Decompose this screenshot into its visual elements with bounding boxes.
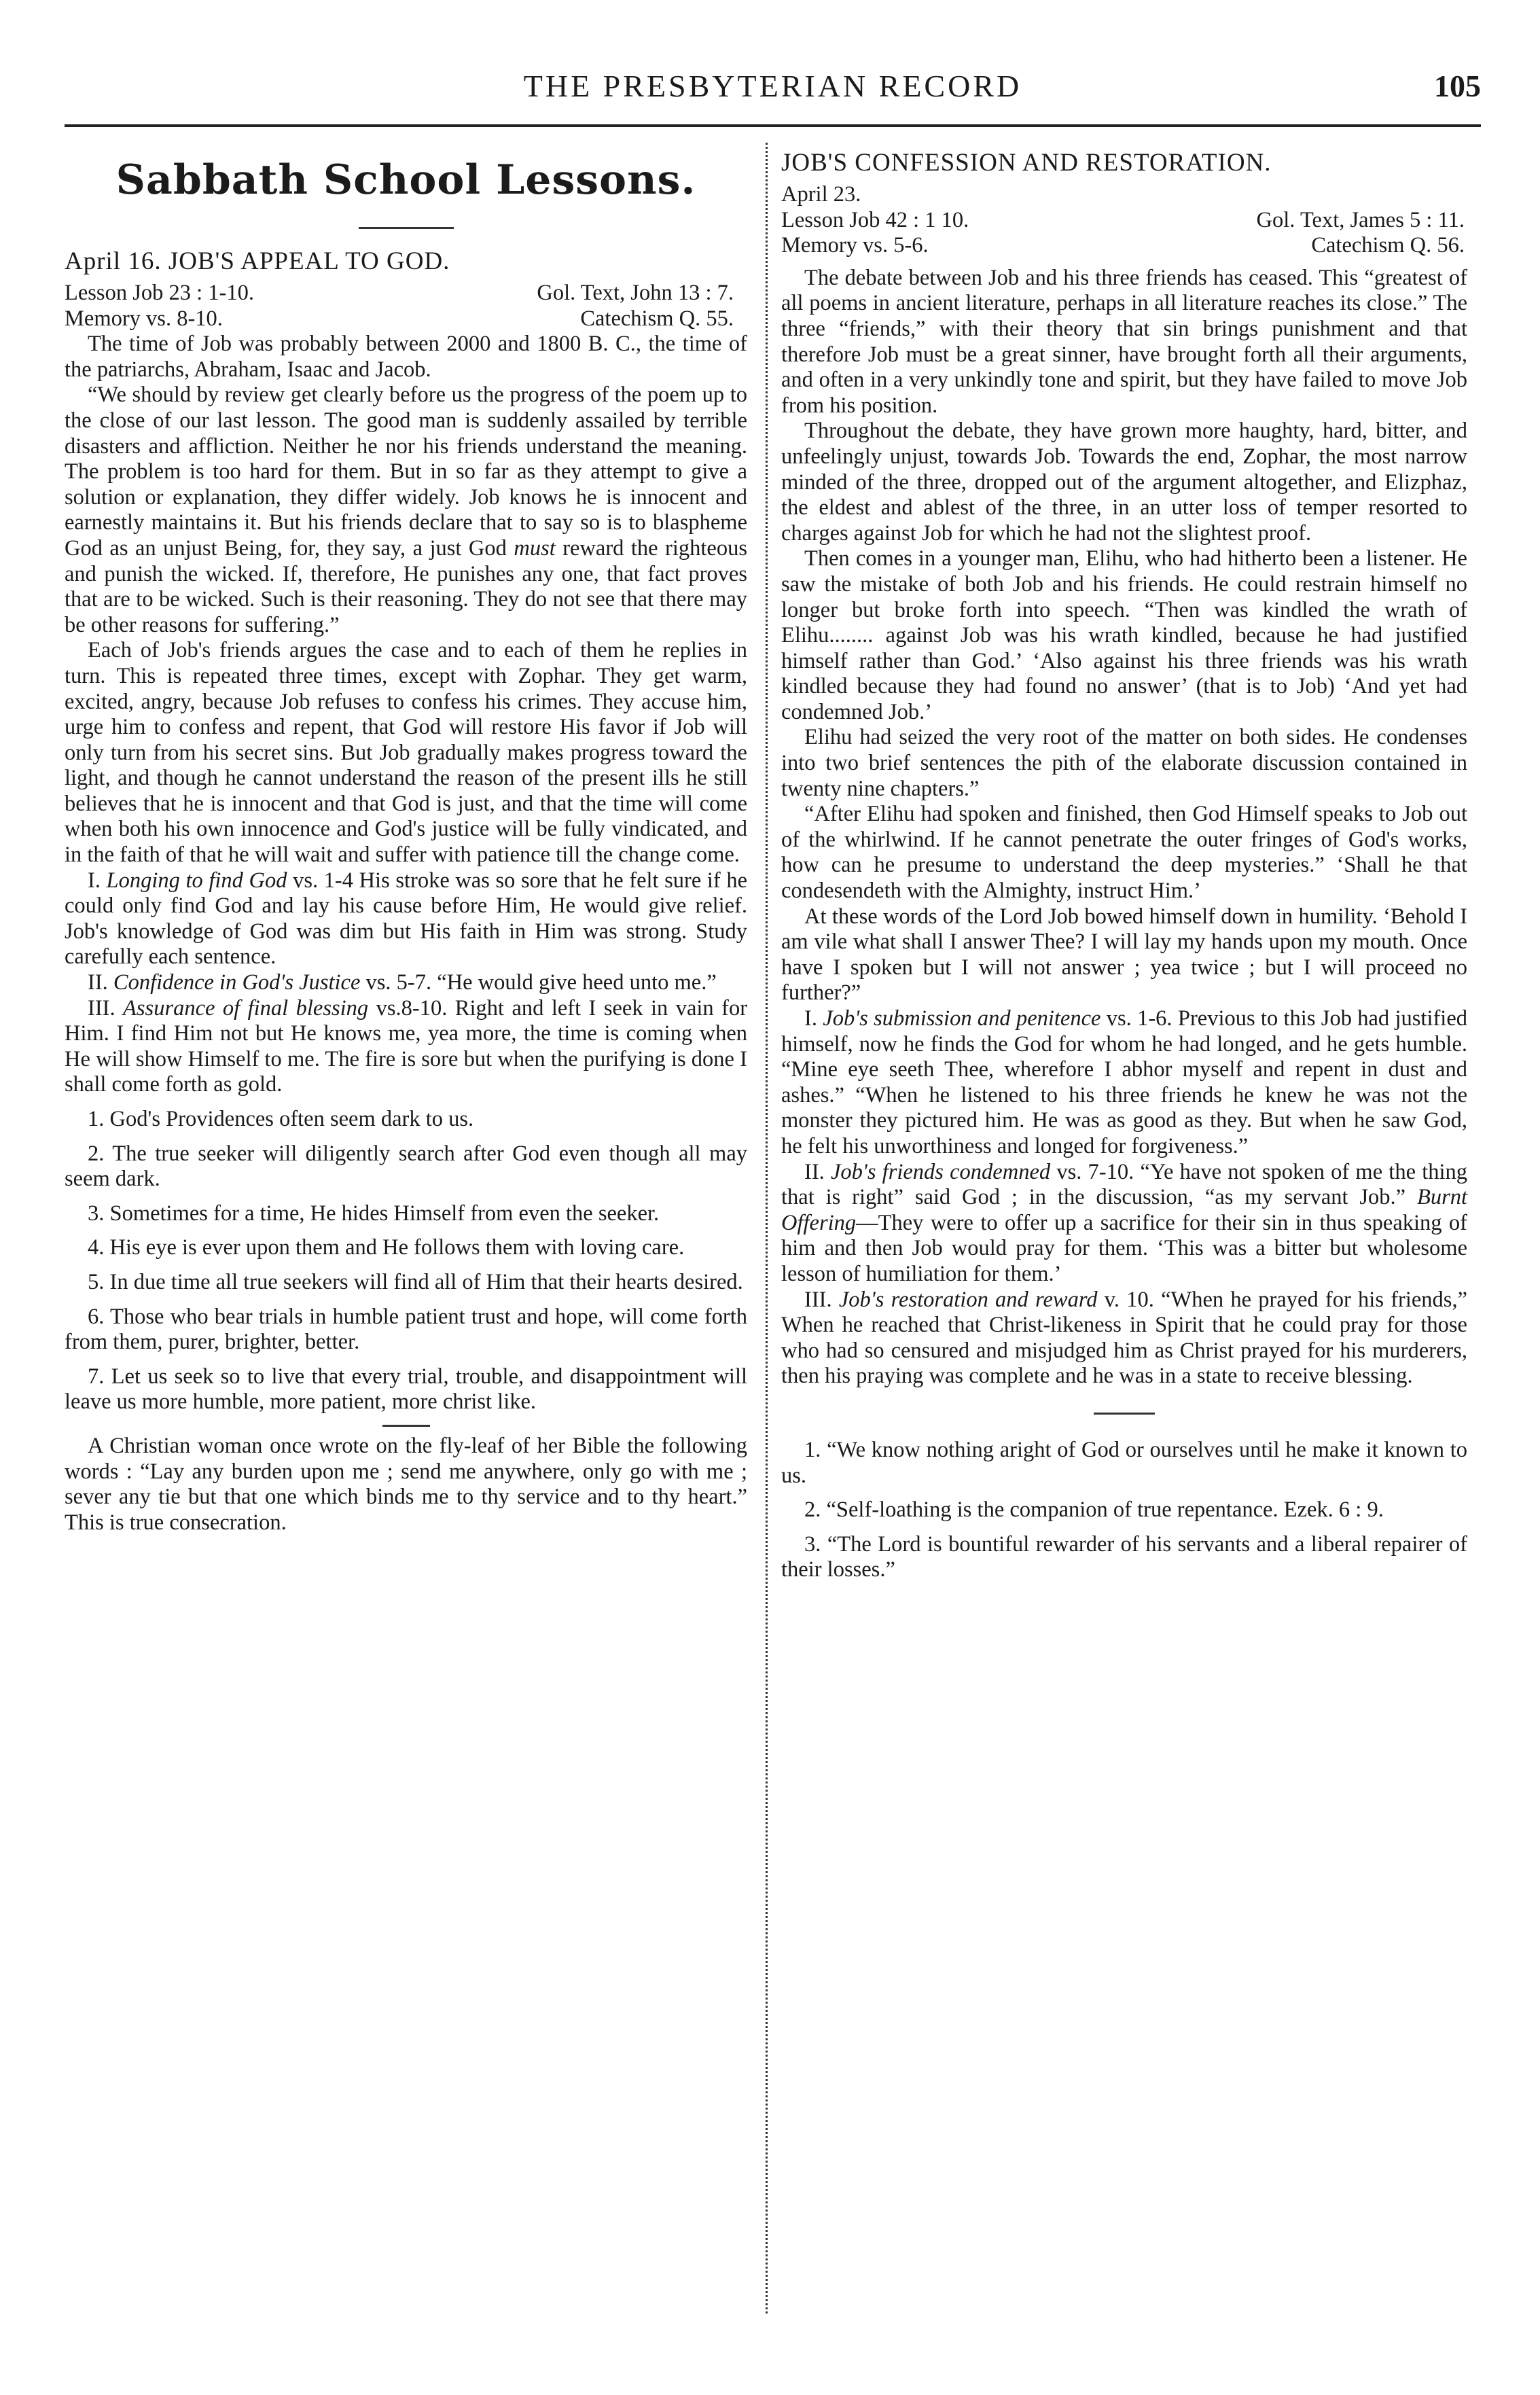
- point-heading: Job's friends condemned: [830, 1159, 1051, 1184]
- point-i: [781, 1006, 1467, 1160]
- lesson-point: 3. “The Lord is bountiful rewarder of his servants and a liberal repairer of their losses.”: [781, 1531, 1467, 1582]
- paragraph: “After Elihu had spoken and finished, then God Himself speaks to Job out of the whirlwind. If he cannot penetrate the outer fringes of God's works, how can he presume to understand the deep mysteries.” ‘Shall he that condesendeth with the Almighty, instruct Him.’: [781, 802, 1467, 904]
- memory-verses: Memory vs. 5-6.: [781, 233, 929, 258]
- lesson-reference: Lesson Job 42 : 1 10.: [781, 207, 969, 232]
- lesson-title: JOB'S CONFESSION AND RESTORATION.: [781, 149, 1272, 177]
- numeral: II.: [804, 1159, 825, 1184]
- point-heading: Confidence in God's Justice: [113, 970, 361, 995]
- catechism: Catechism Q. 55.: [580, 306, 734, 331]
- running-title: THE PRESBYTERIAN RECORD: [523, 69, 1022, 103]
- point-i: [65, 868, 747, 970]
- point-text: vs.8-10. Right and left I seek in vain for Him. I find Him not but He knows me, yea more, the time is coming when He will show Himself to me. The fire is sore but when the purifying is done I shall come forth as gold.: [65, 995, 748, 1097]
- paragraph: Then comes in a younger man, Elihu, who had hitherto been a listener. He saw the mistake of both Job and his friends. He could restrain himself no longer but broke forth into speech. “Then was kindled the wrath of Elihu........ against Job was his wrath kindled, because he had justified himself rather than God.’ ‘Also against his three friends was his wrath kindled because they had found no answer’ (that is to Job) ‘And yet had condemned Job.’: [781, 546, 1467, 724]
- paragraph: Each of Job's friends argues the case and to each of them he replies in turn. This is repeated three times, except with Zophar. They get warm, excited, angry, because Job refuses to confess his crimes. They accuse him, urge him to confess and repent, that God will restore His favor if Job will only turn from his secret sins. But Job gradually makes progress toward the light, and though he cannot understand the reason of the present ills he still believes that he is innocent and that God is just, and that the time will come when both his own innocence and God's justice will be fully vindicated, and in the faith of that he will wait and suffer with patience till the change come.: [65, 638, 747, 868]
- paragraph: At these words of the Lord Job bowed himself down in humility. ‘Behold I am vile what shall I answer Thee? I will lay my hands upon my mouth. Once have I spoken but I will not answer ; yea twice ; but I will proceed no further?”: [781, 904, 1467, 1006]
- point-text: —They were to offer up a sacrifice for their sin in thus speaking of him and then Job would pray for them. ‘This was a bitter but wholesome lesson of humiliation for them.’: [781, 1210, 1467, 1286]
- numeral: I.: [88, 868, 101, 893]
- memory-verses: Memory vs. 8-10.: [65, 306, 223, 331]
- point-heading: Assurance of final blessing: [123, 995, 369, 1021]
- point-text: vs. 5-7. “He would give heed unto me.”: [360, 970, 717, 995]
- point-subheading: Burnt Offering: [781, 1185, 1467, 1235]
- lesson-meta-row: [65, 281, 747, 306]
- golden-text: Gol. Text, James 5 : 11.: [1256, 207, 1465, 232]
- lesson-point: 3. Sometimes for a time, He hides Himself from even the seeker.: [88, 1201, 660, 1226]
- lesson-meta-row: [65, 306, 747, 332]
- lesson-point: 4. His eye is ever upon them and He follows them with loving care.: [88, 1235, 685, 1260]
- text-run: “We should by review get clearly before us the progress of the poem up to the close of our last lesson. The good man is suddenly assailed by terrible disasters and affliction. Neither he nor his friends understand the meaning. The problem is too hard for them. But in so far as they attempt to give a solution or explanation, they differ widely. Job knows he is innocent and earnestly maintains it. But his friends declare that to say so is to blaspheme God as an unjust Being, for, they say, a just God: [65, 383, 747, 561]
- right-column: [781, 143, 1467, 1583]
- paragraph: [65, 383, 747, 638]
- numeral: III.: [804, 1287, 832, 1312]
- point-ii: [65, 970, 747, 996]
- page-number: 105: [1434, 69, 1481, 103]
- lesson-meta-row: [781, 208, 1467, 234]
- point-text: v. 10. “When he prayed for his friends,” When he reached that Christ-likeness in Spirit that he could pray for those who had so censured and misjudged him as Christ prayed for his murderers, then his praying was complete and he was in a state to receive blessing.: [781, 1287, 1467, 1389]
- point-text: vs. 7-10. “Ye have not spoken of me the thing that is right” said God ; in the discussion, “as my servant Job.”: [781, 1159, 1467, 1210]
- paragraph: Elihu had seized the very root of the matter on both sides. He condenses into two brief sentences the pith of the elaborate discussion contained in twenty nine chapters.”: [781, 725, 1467, 801]
- lesson-point: 1. God's Providences often seem dark to us.: [88, 1107, 474, 1131]
- lesson-meta-row: [781, 233, 1467, 259]
- divider: [1094, 1413, 1155, 1415]
- header-rule: [65, 124, 1481, 127]
- point-iii: [781, 1288, 1467, 1389]
- lesson-point: 1. “We know nothing aright of God or ourselves until he make it known to us.: [781, 1437, 1467, 1488]
- point-text: vs. 1-6. Previous to this Job had justified himself, now he finds the God for whom he had longed, and he gets humble. “Mine eye seeth Thee, wherefore I abhor myself and repent in dust and ashes.” “When he listened to his three friends he knew he was not the monster they pictured him. He was as good as they. But when he saw God, he felt his unworthiness and longed for forgiveness.”: [781, 1006, 1468, 1158]
- text-run: reward the righteous and punish the wicked. If, therefore, He punishes any one, that fact proves that are to be wicked. Such is their reasoning. They do not see that there may be other reasons for suffering.”: [65, 535, 747, 637]
- point-heading: Longing to find God: [106, 868, 287, 893]
- numeral: III.: [88, 995, 115, 1021]
- lesson-point: 5. In due time all true seekers will find all of Him that their hearts desired.: [88, 1269, 743, 1294]
- paragraph: The debate between Job and his three friends has ceased. This “greatest of all poems in ancient literature, perhaps in all literature reaches its close.” The three “friends,” with their theory that sin brings punishment and that therefore Job must be a great sinner, have brought forth all their arguments, and often in a very unkindly tone and spirit, but they have failed to move Job from his position.: [781, 265, 1467, 418]
- numeral: II.: [88, 970, 108, 995]
- lesson-point: 2. “Self-loathing is the companion of true repentance. Ezek. 6 : 9.: [804, 1497, 1384, 1523]
- lesson-point: 2. The true seeker will diligently search after God even though all may seem dark.: [65, 1141, 747, 1192]
- left-column: [65, 143, 747, 1536]
- point-heading: Job's restoration and reward: [838, 1287, 1098, 1312]
- point-text: vs. 1-4 His stroke was so sore that he felt sure if he could only find God and lay his cause before Him, He would give relief. Job's knowledge of God was dim but His faith in Him was strong. Study carefully each sentence.: [65, 868, 748, 970]
- lesson-reference: Lesson Job 23 : 1-10.: [65, 281, 254, 305]
- paragraph: Throughout the debate, they have grown more haughty, hard, bitter, and unfeelingly unjust, towards Job. Towards the end, Zophar, the most narrow minded of the three, dropped out of the argument altogether, and Elizphaz, the eldest and ablest of the three, in an utter loss of temper resorted to charges against Job for which he had not the slightest proof.: [781, 419, 1467, 546]
- lesson-date: April 23.: [781, 182, 861, 207]
- point-iii: [65, 996, 747, 1098]
- lesson-point: 6. Those who bear trials in humble patient trust and hope, will come forth from them, purer, brighter, better.: [65, 1304, 747, 1355]
- column-rule: [766, 143, 768, 2313]
- catechism: Catechism Q. 56.: [1311, 233, 1465, 258]
- point-heading: Job's submission and penitence: [823, 1006, 1101, 1031]
- paragraph: The time of Job was probably between 2000 and 1800 B. C., the time of the patriarchs, Abraham, Isaac and Jacob.: [65, 332, 747, 382]
- running-head: [65, 63, 1481, 110]
- golden-text: Gol. Text, John 13 : 7.: [537, 281, 734, 305]
- lesson-title: April 16. JOB'S APPEAL TO GOD.: [65, 247, 450, 275]
- numeral: I.: [804, 1006, 817, 1031]
- closing-paragraph: A Christian woman once wrote on the fly-leaf of her Bible the following words : “Lay any burden upon me ; send me anywhere, only go with me ; sever any tie but that one which binds me to thy service and to thy heart.” This is true consecration.: [65, 1433, 747, 1535]
- divider: [382, 1425, 430, 1427]
- emphasis: must: [514, 535, 556, 561]
- lesson-point: 7. Let us seek so to live that every trial, trouble, and disappointment will leave us more humble, more patient, more christ like.: [65, 1364, 747, 1415]
- title-rule: [359, 227, 454, 229]
- section-title: Sabbath School Lessons.: [115, 156, 696, 204]
- point-ii: [781, 1160, 1467, 1288]
